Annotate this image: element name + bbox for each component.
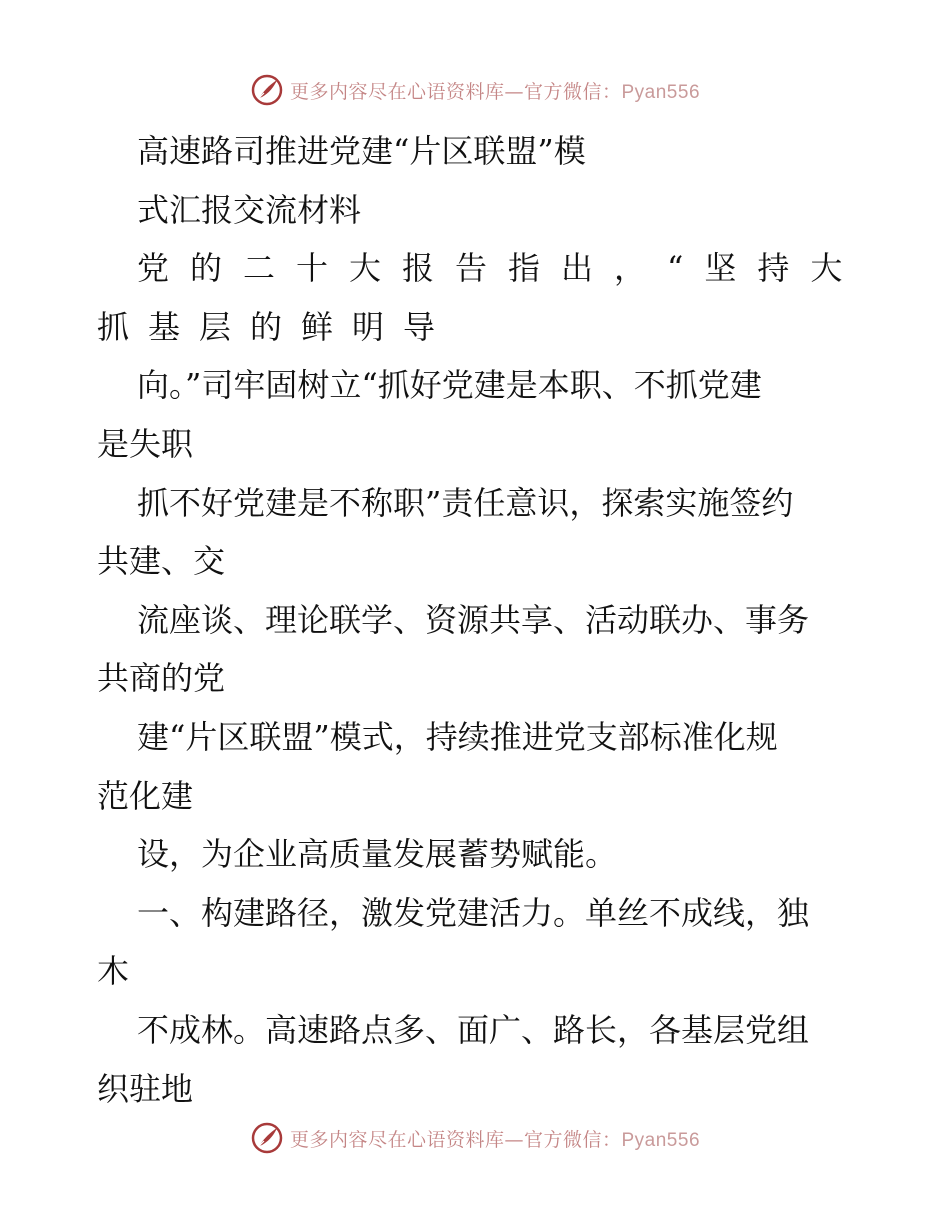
paragraph-line: 共建、交 [97,542,226,581]
paragraph-line: 共商的党 [97,659,226,698]
paragraph-line: 抓不好党建是不称职”责任意识，探索实施签约 [137,483,794,522]
wechat-id: Pyan556 [621,1129,701,1151]
quill-pen-logo-icon [250,1121,284,1155]
footer-banner [0,1118,950,1158]
paragraph-line: 流座谈、理论联学、资源共享、活动联办、事务 [137,600,810,639]
paragraph-line: 设，为企业高质量发展蓄势赋能。 [137,835,618,874]
header-banner [0,70,950,110]
wechat-id: Pyan556 [621,81,701,103]
document-body [97,122,864,1118]
quill-pen-logo-icon [250,73,284,107]
paragraph-line: 向。”司牢固树立“抓好党建是本职、不抓党建 [137,366,762,405]
paragraph-line: 不成林。高速路点多、面广、路长，各基层党组 [137,1010,810,1049]
paragraph-line: 范化建 [97,776,194,815]
title-line-1: 高速路司推进党建“片区联盟”模 [137,132,586,170]
paragraph-line: 一、构建路径，激发党建活力。单丝不成线，独 [137,893,810,932]
paragraph-line: 织驻地 [97,1069,194,1108]
paragraph-line: 党的二十大报告指出，“坚持大 [137,249,864,288]
paragraph-line: 建“片区联盟”模式，持续推进党支部标准化规 [137,717,778,756]
banner-text: 更多内容尽在心语资料库—官方微信：Pyan556 [289,80,701,103]
title-line-2: 式汇报交流材料 [137,190,362,229]
paragraph-line: 抓基层的鲜明导 [97,307,455,346]
paragraph-line: 木 [97,952,130,991]
paragraph-line: 是失职 [97,424,194,463]
banner-text: 更多内容尽在心语资料库—官方微信：Pyan556 [289,1128,701,1151]
